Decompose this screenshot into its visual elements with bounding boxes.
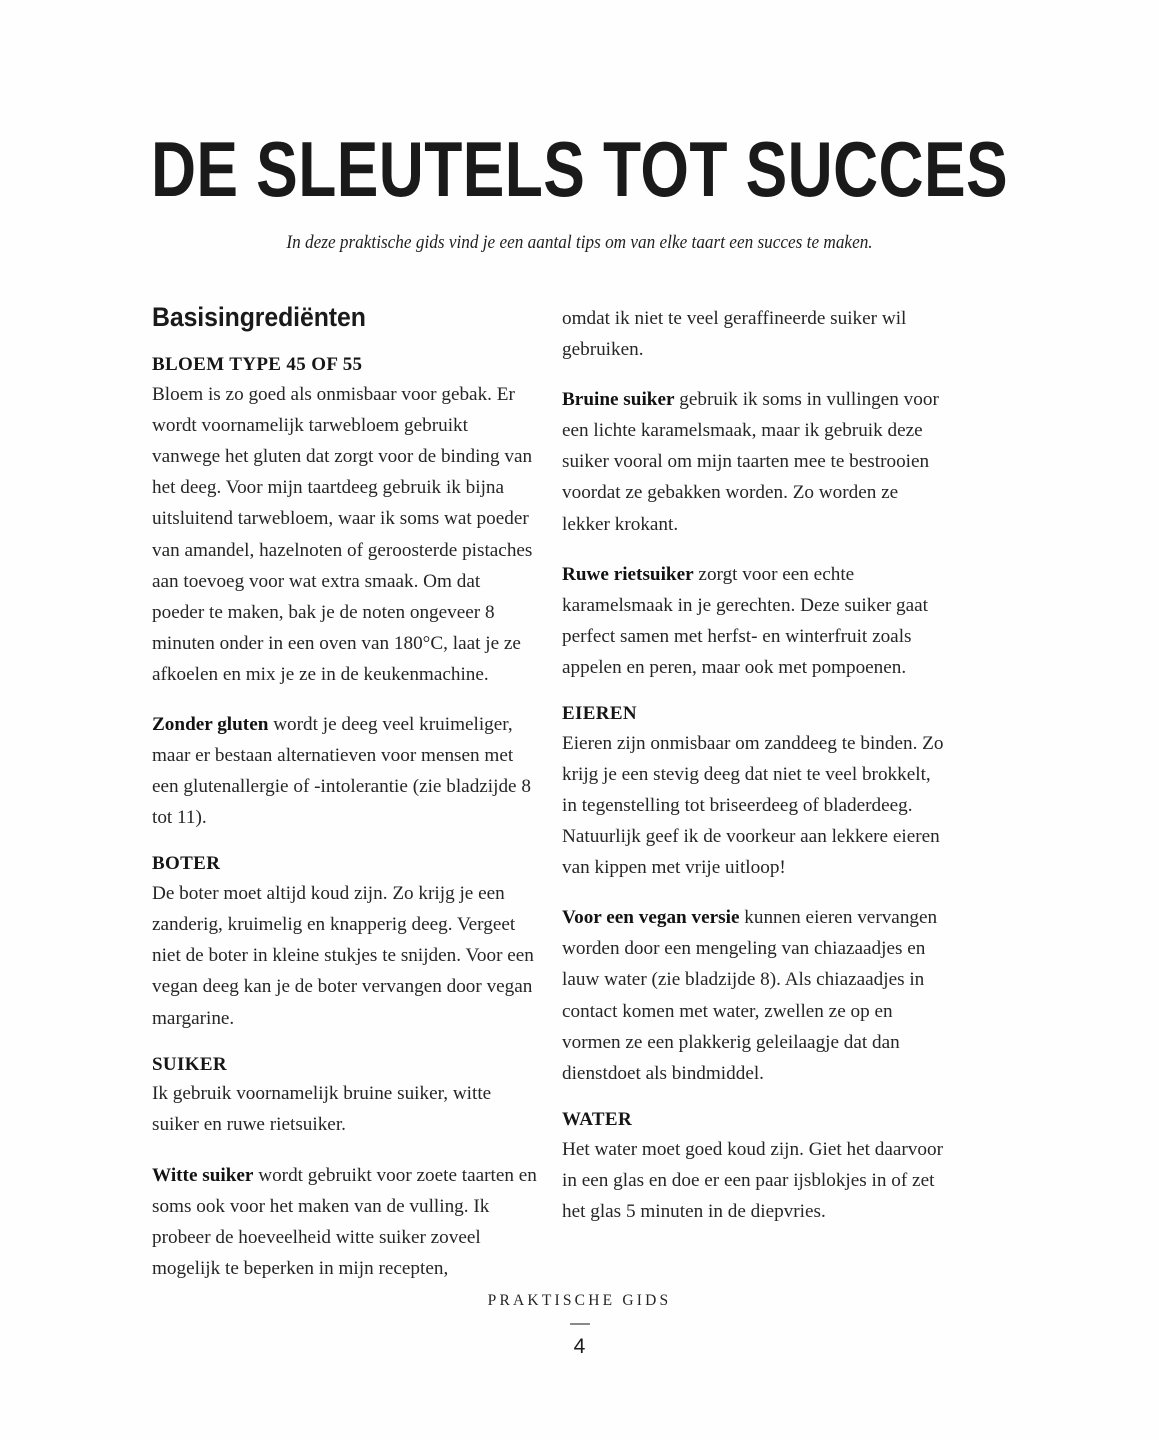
block-bloem	[152, 353, 537, 690]
page-title: DE SLEUTELS TOT SUCCES	[150, 125, 1009, 213]
lead-in-zonder-gluten: Zonder gluten	[152, 714, 269, 736]
paragraph-continuation: omdat ik niet te veel geraffineerde suiker wil gebruiken.	[562, 308, 907, 361]
block-eieren	[562, 702, 947, 883]
subheading-water: WATER	[562, 1108, 633, 1130]
right-column	[562, 303, 947, 1246]
block-boter	[152, 852, 537, 1033]
lead-in-bruine-suiker: Bruine suiker	[562, 389, 675, 411]
paragraph-water: Het water moet goed koud zijn. Giet het daarvoor in een glas en doe er een paar ijsblokjes in of zet het glas 5 minuten in de diepvries.	[562, 1138, 943, 1222]
block-suiker	[152, 1053, 537, 1141]
paragraph-vegan-versie-rest: kunnen eieren vervangen worden door een mengeling van chiazaadjes en lauw water (zie bladzijde 8). Als chiazaadjes in contact komen met water, zwellen ze op en vormen ze een plakkerig geleilaagje dat dan dienstdoet als bindmiddel.	[562, 907, 938, 1084]
paragraph-bruine-suiker	[562, 384, 947, 539]
block-water	[562, 1108, 947, 1227]
lead-in-witte-suiker: Witte suiker	[152, 1164, 254, 1186]
paragraph-zonder-gluten	[152, 709, 537, 833]
text-columns	[152, 303, 948, 1303]
paragraph-witte-suiker	[152, 1160, 537, 1284]
subheading-eieren: EIEREN	[562, 703, 637, 725]
page-number: 4	[573, 1335, 586, 1358]
paragraph-bloem: Bloem is zo goed als onmisbaar voor gebak. Er wordt voornamelijk tarwebloem gebruikt vanwege het gluten dat zorgt voor de binding van het deeg. Voor mijn taartdeeg gebruik ik bijna uitsluitend tarwebloem, waar ik soms wat poeder van amandel, hazelnoten of geroosterde pistaches aan toevoeg voor wat extra smaak. Om dat poeder te maken, bak je de noten ongeveer 8 minuten onder in een oven van 180°C, laat je ze afkoelen en mix je ze in de keukenmachine.	[152, 384, 533, 685]
paragraph-ruwe-rietsuiker-rest: zorgt voor een echte karamelsmaak in je gerechten. Deze suiker gaat perfect samen met herfst- en winterfruit zoals appelen en peren, maar ook met pompoenen.	[562, 563, 928, 678]
paragraph-vegan-versie	[562, 902, 947, 1089]
footer-divider	[570, 1323, 590, 1325]
masthead	[0, 125, 1159, 254]
paragraph-zonder-gluten-rest: wordt je deeg veel kruimeliger, maar er bestaan alternatieven voor mensen met een glutenallergie of -intolerantie (zie bladzijde 8 tot 11).	[152, 714, 531, 829]
lead-in-vegan-versie: Voor een vegan versie	[562, 907, 740, 929]
paragraph-witte-suiker-rest: wordt gebruikt voor zoete taarten en soms ook voor het maken van de vulling. Ik probeer de hoeveelheid witte suiker zoveel mogelijk te beperken in mijn recepten,	[152, 1164, 537, 1279]
paragraph-bruine-suiker-rest: gebruik ik soms in vullingen voor een lichte karamelsmaak, maar ik gebruik deze suiker vooral om mijn taarten mee te bestrooien voordat ze gebakken worden. Zo worden ze lekker krokant.	[562, 389, 939, 535]
paragraph-ruwe-rietsuiker	[562, 559, 947, 683]
page-footer	[0, 1292, 1159, 1359]
paragraph-eieren: Eieren zijn onmisbaar om zanddeeg te binden. Zo krijg je een stevig deeg dat niet te veel brokkelt, in tegenstelling tot briseerdeeg of bladerdeeg. Natuurlijk geef ik de voorkeur aan lekkere eieren van kippen met vrije uitloop!	[562, 732, 944, 879]
subheading-bloem: BLOEM TYPE 45 OF 55	[152, 354, 363, 376]
left-column	[152, 303, 537, 1303]
paragraph-suiker: Ik gebruik voornamelijk bruine suiker, witte suiker en ruwe rietsuiker.	[152, 1083, 492, 1136]
footer-label: PRAKTISCHE GIDS	[487, 1292, 672, 1309]
page-subtitle: In deze praktische gids vind je een aantal tips om van elke taart een succes te maken.	[286, 233, 873, 254]
paragraph-boter: De boter moet altijd koud zijn. Zo krijg je een zanderig, kruimelig en knapperig deeg. Vergeet niet de boter in kleine stukjes te snijden. Voor een vegan deeg kan je de boter vervangen door vegan margarine.	[152, 883, 534, 1029]
subheading-boter: BOTER	[152, 853, 221, 875]
lead-in-ruwe-rietsuiker: Ruwe rietsuiker	[562, 563, 694, 585]
subheading-suiker: SUIKER	[152, 1053, 227, 1075]
section-heading-basisingredienten: Basisingrediënten	[152, 302, 366, 332]
